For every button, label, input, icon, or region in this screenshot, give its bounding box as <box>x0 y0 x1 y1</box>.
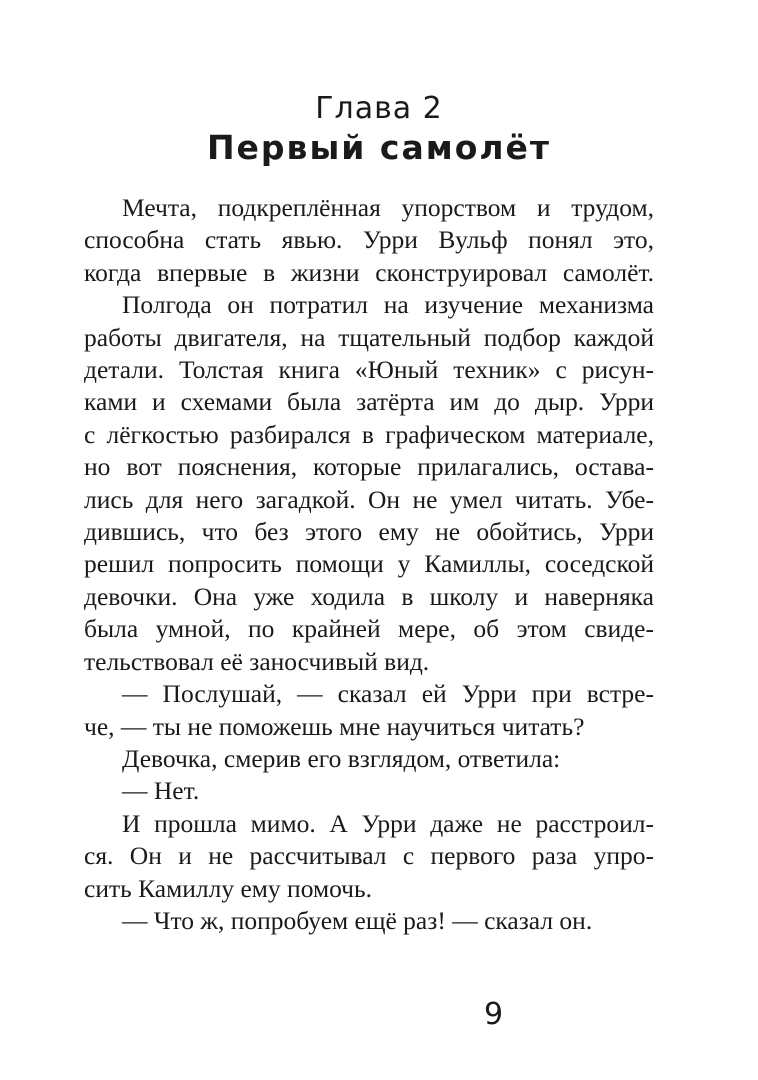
text-line: — Нет. <box>122 776 200 806</box>
text-line: сить Камиллу ему помочь. <box>84 873 373 903</box>
text-line: когда впервые в жизни сконструировал самолёт. <box>84 257 654 287</box>
text-line: девочки. Она уже ходила в школу и наверняка <box>84 581 654 611</box>
text-line: способна стать явью. Урри Вульф понял это, <box>84 225 654 255</box>
text-line: лись для него загадкой. Он не умел читать. Убе- <box>84 484 654 514</box>
text-line: ся. Он и не рассчитывал с первого раза упро- <box>84 841 654 871</box>
text-line: дившись, что без этого ему не обойтись, Урри <box>84 517 654 547</box>
text-line: И прошла мимо. А Урри даже не расстроил- <box>122 808 654 838</box>
text-line: тельствовал её заносчивый вид. <box>84 646 430 676</box>
text-line: но вот пояснения, которые прилагались, остава- <box>84 452 654 482</box>
text-line: решил попросить помощи у Камиллы, соседской <box>84 549 654 579</box>
text-line: — Что ж, попробуем ещё раз! — сказал он. <box>122 905 593 935</box>
text-line: ками и схемами была затёрта им до дыр. Урри <box>84 387 654 417</box>
text-line: — Послушай, — сказал ей Урри при встре- <box>122 679 654 709</box>
chapter-label: Глава 2 <box>315 91 443 126</box>
text-line: Полгода он потратил на изучение механизма <box>122 290 654 320</box>
text-line: с лёгкостью разбирался в графическом материале, <box>84 419 654 449</box>
text-line: Мечта, подкреплённая упорством и трудом, <box>122 193 654 222</box>
text-line: че, — ты не поможешь мне научиться читать? <box>84 711 585 741</box>
body-text <box>84 192 654 937</box>
chapter-title: Первый самолёт <box>206 128 552 167</box>
page-number: 9 <box>484 997 504 1032</box>
text-line: Девочка, смерив его взглядом, ответила: <box>122 743 561 773</box>
text-line: была умной, по крайней мере, об этом свиде- <box>84 614 654 644</box>
text-line: детали. Толстая книга «Юный техник» с рисун- <box>84 355 654 385</box>
text-line: работы двигателя, на тщательный подбор каждой <box>84 322 654 352</box>
